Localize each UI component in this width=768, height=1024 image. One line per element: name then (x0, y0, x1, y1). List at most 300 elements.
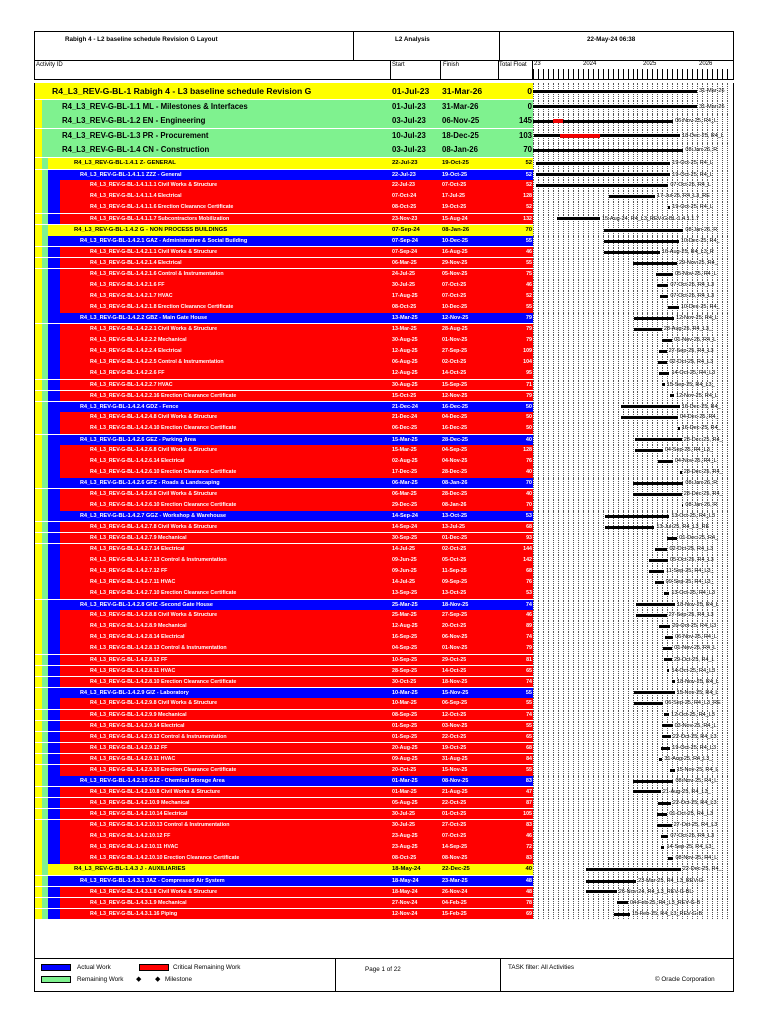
gantt-bar[interactable] (657, 284, 668, 287)
month-gridline (618, 280, 620, 291)
table-row[interactable] (34, 313, 734, 323)
gantt-bar[interactable] (604, 229, 684, 232)
table-row[interactable] (34, 842, 734, 853)
gantt-bar[interactable] (668, 206, 670, 209)
col-start[interactable]: Start (392, 62, 405, 68)
gantt-bar-label: 19-Oct-25, R4_L (672, 171, 713, 178)
gantt-bar[interactable] (672, 680, 675, 683)
table-row[interactable] (34, 765, 734, 776)
month-gridline (553, 787, 555, 798)
gantt-bar[interactable] (536, 162, 670, 165)
table-row[interactable] (34, 269, 734, 280)
table-row[interactable] (34, 247, 734, 258)
finish-date: 07-Oct-25 (442, 293, 467, 300)
month-gridline (647, 467, 649, 478)
gantt-cell (533, 743, 734, 754)
month-gridline (553, 698, 555, 709)
table-row[interactable] (34, 143, 734, 157)
table-row[interactable] (34, 632, 734, 643)
month-gridline (548, 402, 550, 412)
month-gridline (533, 391, 535, 402)
month-gridline (642, 357, 644, 368)
gantt-bar[interactable] (634, 702, 663, 705)
month-gridline (722, 588, 724, 599)
finish-date: 29-Oct-25 (442, 656, 467, 663)
month-gridline (717, 158, 719, 169)
month-gridline (553, 643, 555, 654)
gantt-bar[interactable] (557, 217, 600, 220)
month-gridline (593, 643, 595, 654)
table-row[interactable] (34, 721, 734, 732)
month-gridline (588, 280, 590, 291)
gantt-bar[interactable] (586, 890, 617, 893)
gantt-bar-label: 29-Oct-25, R4_L (673, 656, 715, 663)
month-gridline (702, 898, 704, 909)
month-gridline (657, 302, 659, 313)
gantt-bar[interactable] (668, 857, 673, 860)
gantt-cell (533, 324, 734, 335)
month-gridline (538, 489, 540, 500)
month-gridline (568, 467, 570, 478)
table-row[interactable] (34, 909, 734, 920)
gantt-bar[interactable] (662, 735, 670, 738)
gantt-cell (533, 225, 734, 236)
gantt-bar[interactable] (633, 493, 681, 496)
gantt-bar[interactable] (658, 361, 667, 364)
month-gridline (722, 456, 724, 467)
table-row[interactable] (34, 324, 734, 335)
table-row[interactable] (34, 732, 734, 743)
gantt-bar[interactable] (534, 134, 680, 137)
month-gridline (618, 809, 620, 820)
gantt-bar[interactable] (636, 614, 666, 617)
month-gridline (553, 765, 555, 776)
gantt-bar[interactable] (659, 758, 663, 761)
table-row[interactable] (34, 412, 734, 423)
month-gridline (533, 357, 535, 368)
month-gridline (608, 732, 610, 743)
month-gridline (548, 324, 550, 335)
table-row[interactable] (34, 898, 734, 909)
gantt-bar[interactable] (634, 317, 674, 320)
gantt-bar[interactable] (660, 295, 668, 298)
gantt-bar[interactable] (657, 824, 671, 827)
table-row[interactable] (34, 511, 734, 521)
gantt-bar[interactable] (634, 691, 675, 694)
gantt-bar[interactable] (633, 262, 677, 265)
month-gridline (717, 357, 719, 368)
start-date: 17-Aug-25 (392, 293, 418, 300)
month-gridline (538, 402, 540, 412)
gantt-bar[interactable] (605, 526, 655, 529)
month-gridline (593, 467, 595, 478)
finish-date: 27-Sep-25 (442, 348, 468, 355)
total-float: 79 (526, 337, 532, 344)
month-gridline (563, 478, 565, 488)
table-row[interactable] (34, 743, 734, 754)
month-gridline (613, 435, 615, 445)
total-float: 103 (518, 130, 532, 140)
total-float: 46 (526, 282, 532, 289)
hierarchy-band (34, 555, 42, 566)
month-gridline (608, 698, 610, 709)
month-gridline (593, 600, 595, 610)
critical-bar[interactable] (553, 119, 563, 123)
month-gridline (657, 588, 659, 599)
gantt-bar[interactable] (663, 647, 672, 650)
table-row[interactable] (34, 887, 734, 898)
month-gridline (563, 236, 565, 246)
month-gridline (722, 214, 724, 225)
gantt-bar[interactable] (636, 603, 675, 606)
gantt-bar[interactable] (633, 780, 674, 783)
month-gridline (722, 864, 724, 875)
table-row[interactable] (34, 610, 734, 621)
month-gridline (593, 677, 595, 688)
hierarchy-band (34, 143, 42, 157)
month-gridline (623, 632, 625, 643)
month-gridline (583, 798, 585, 809)
hierarchy-band (48, 170, 60, 180)
table-row[interactable] (34, 225, 734, 236)
month-gridline (543, 566, 545, 577)
hierarchy-band (48, 247, 60, 258)
month-gridline (637, 809, 639, 820)
hierarchy-band (60, 732, 68, 743)
gantt-bar[interactable] (609, 195, 655, 198)
gantt-bar[interactable] (665, 636, 673, 639)
table-row[interactable] (34, 831, 734, 842)
month-gridline (593, 522, 595, 533)
table-row[interactable] (34, 809, 734, 820)
table-row[interactable] (34, 114, 734, 128)
month-gridline (727, 511, 729, 521)
month-gridline (573, 577, 575, 588)
month-gridline (657, 533, 659, 544)
total-float: 55 (526, 722, 532, 729)
gantt-bar[interactable] (680, 471, 682, 474)
month-gridline (573, 787, 575, 798)
month-gridline (637, 577, 639, 588)
table-row[interactable] (34, 423, 734, 434)
month-gridline (608, 688, 610, 698)
month-gridline (598, 423, 600, 434)
table-row[interactable] (34, 214, 734, 225)
month-gridline (533, 887, 535, 898)
month-gridline (533, 522, 535, 533)
month-gridline (538, 191, 540, 202)
table-row[interactable] (34, 380, 734, 391)
gantt-bar[interactable] (649, 559, 668, 562)
month-gridline (712, 754, 714, 765)
year-label: 2024 (583, 61, 597, 67)
month-gridline (543, 577, 545, 588)
month-gridline (637, 391, 639, 402)
activity-name: R4_L3_REV-G-BL-1.4.2.8.11 HVAC (90, 667, 176, 674)
table-row[interactable] (34, 236, 734, 246)
gantt-bar[interactable] (604, 251, 660, 254)
table-row[interactable] (34, 621, 734, 632)
critical-bar[interactable] (560, 134, 600, 138)
gantt-bar[interactable] (682, 504, 683, 507)
hierarchy-band (34, 853, 42, 864)
month-gridline (628, 391, 630, 402)
month-gridline (538, 842, 540, 853)
month-gridline (717, 335, 719, 346)
table-row[interactable] (34, 357, 734, 368)
month-gridline (647, 643, 649, 654)
gantt-bar[interactable] (658, 802, 671, 805)
table-row[interactable] (34, 754, 734, 765)
gantt-bar[interactable] (604, 240, 679, 243)
month-gridline (633, 533, 635, 544)
month-gridline (618, 842, 620, 853)
gantt-bar[interactable] (659, 625, 670, 628)
table-row[interactable] (34, 258, 734, 269)
total-float: 79 (526, 392, 532, 399)
gantt-bar[interactable] (605, 515, 670, 518)
table-row[interactable] (34, 864, 734, 875)
gantt-bar[interactable] (633, 790, 661, 793)
gantt-bar[interactable] (621, 416, 678, 419)
gantt-bar[interactable] (617, 901, 628, 904)
table-row[interactable] (34, 467, 734, 478)
table-row[interactable] (34, 489, 734, 500)
month-gridline (583, 721, 585, 732)
month-gridline (568, 809, 570, 820)
table-row[interactable] (34, 522, 734, 533)
month-gridline (598, 898, 600, 909)
month-gridline (588, 721, 590, 732)
hierarchy-band (34, 456, 42, 467)
month-gridline (573, 853, 575, 864)
hierarchy-band (48, 412, 60, 423)
table-row[interactable] (34, 655, 734, 666)
table-row[interactable] (34, 158, 734, 169)
gantt-bar[interactable] (667, 669, 670, 672)
table-row[interactable] (34, 776, 734, 786)
table-row[interactable] (34, 280, 734, 291)
gantt-bar[interactable] (661, 846, 664, 849)
month-gridline (583, 831, 585, 842)
gantt-bar[interactable] (670, 394, 674, 397)
table-row[interactable] (34, 291, 734, 302)
month-gridline (727, 478, 729, 488)
gantt-cell (533, 191, 734, 202)
table-row[interactable] (34, 677, 734, 688)
month-gridline (563, 853, 565, 864)
gantt-bar[interactable] (659, 372, 669, 375)
gantt-bar[interactable] (621, 405, 680, 408)
table-row[interactable] (34, 435, 734, 445)
gantt-bar[interactable] (634, 328, 661, 331)
gantt-bar[interactable] (668, 306, 678, 309)
gantt-bar[interactable] (657, 813, 667, 816)
table-row[interactable] (34, 876, 734, 886)
month-gridline (573, 610, 575, 621)
hierarchy-band (34, 643, 42, 654)
month-gridline (573, 313, 575, 323)
col-finish[interactable]: Finish (443, 62, 460, 68)
gantt-bar[interactable] (649, 570, 664, 573)
table-row[interactable] (34, 688, 734, 698)
gantt-bar[interactable] (586, 868, 681, 871)
table-row[interactable] (34, 588, 734, 599)
month-gridline (558, 511, 560, 521)
gantt-bar[interactable] (635, 449, 663, 452)
table-row[interactable] (34, 787, 734, 798)
gantt-cell (533, 158, 734, 169)
month-gridline (598, 610, 600, 621)
table-row[interactable] (34, 666, 734, 677)
gantt-bar[interactable] (655, 581, 664, 584)
month-gridline (633, 555, 635, 566)
month-gridline (613, 391, 615, 402)
gantt-bar[interactable] (661, 835, 668, 838)
month-gridline (603, 566, 605, 577)
gantt-bar[interactable] (533, 105, 697, 108)
table-row[interactable] (34, 710, 734, 721)
gantt-bar[interactable] (536, 184, 668, 187)
month-gridline (652, 655, 654, 666)
gantt-bar[interactable] (667, 537, 677, 540)
gantt-bar[interactable] (662, 383, 664, 386)
table-row[interactable] (34, 170, 734, 180)
total-float: 50 (525, 403, 532, 410)
gantt-bar[interactable] (662, 339, 672, 342)
gantt-bar-label: 27-Oct-25, R4_L3 (673, 822, 718, 828)
table-row[interactable] (34, 391, 734, 402)
month-gridline (548, 412, 550, 423)
finish-date: 06-Sep-25 (442, 700, 468, 707)
gantt-bar[interactable] (635, 438, 682, 441)
month-gridline (637, 368, 639, 379)
table-row[interactable] (34, 698, 734, 709)
table-row[interactable] (34, 180, 734, 191)
month-gridline (583, 435, 585, 445)
hierarchy-band (60, 391, 68, 402)
table-row[interactable] (34, 643, 734, 654)
table-row[interactable] (34, 456, 734, 467)
gantt-bar[interactable] (661, 747, 671, 750)
month-gridline (588, 357, 590, 368)
month-gridline (593, 698, 595, 709)
table-row[interactable] (34, 346, 734, 357)
gantt-bar[interactable] (536, 173, 670, 176)
total-float: 144 (523, 546, 532, 552)
month-gridline (598, 478, 600, 488)
month-gridline (583, 380, 585, 391)
gantt-bar[interactable] (664, 592, 669, 595)
gantt-bar[interactable] (678, 427, 680, 430)
table-row[interactable] (34, 335, 734, 346)
gantt-bar[interactable] (658, 460, 673, 463)
month-gridline (568, 909, 570, 920)
month-gridline (533, 776, 535, 786)
gantt-bar[interactable] (656, 273, 673, 276)
month-gridline (647, 368, 649, 379)
month-gridline (642, 842, 644, 853)
month-gridline (578, 380, 580, 391)
gantt-bar[interactable] (659, 350, 666, 353)
table-row[interactable] (34, 368, 734, 379)
table-row[interactable] (34, 478, 734, 488)
gantt-bar[interactable] (662, 724, 672, 727)
month-gridline (553, 214, 555, 225)
col-total-float[interactable]: Total Float (499, 62, 527, 68)
table-row[interactable] (34, 533, 734, 544)
month-gridline (657, 831, 659, 842)
table-row[interactable] (34, 600, 734, 610)
month-gridline (628, 577, 630, 588)
month-gridline (593, 655, 595, 666)
month-gridline (727, 544, 729, 555)
gantt-bar[interactable] (670, 769, 674, 772)
month-gridline (712, 876, 714, 886)
month-gridline (578, 721, 580, 732)
gantt-bar[interactable] (633, 482, 683, 485)
table-row[interactable] (34, 445, 734, 456)
table-row[interactable] (34, 555, 734, 566)
gantt-bar[interactable] (664, 658, 672, 661)
hierarchy-band (60, 489, 68, 500)
month-gridline (593, 688, 595, 698)
hierarchy-band (34, 688, 42, 698)
total-float: 109 (523, 348, 532, 355)
table-row[interactable] (34, 100, 734, 114)
table-row[interactable] (34, 500, 734, 511)
table-row[interactable] (34, 798, 734, 809)
table-row[interactable] (34, 544, 734, 555)
month-gridline (538, 732, 540, 743)
gantt-bar[interactable] (533, 149, 683, 152)
table-row[interactable] (34, 566, 734, 577)
month-gridline (618, 632, 620, 643)
gantt-bar-label: 22-Dec-25, R4_ (682, 866, 722, 873)
col-activity-id[interactable]: Activity ID (36, 62, 63, 68)
table-row[interactable] (34, 577, 734, 588)
month-gridline (618, 467, 620, 478)
month-gridline (538, 467, 540, 478)
gantt-bar[interactable] (655, 548, 668, 551)
table-row[interactable] (34, 83, 734, 99)
month-gridline (727, 100, 729, 114)
hierarchy-band (48, 280, 60, 291)
table-row[interactable] (34, 191, 734, 202)
start-date: 21-Dec-24 (392, 414, 418, 421)
table-row[interactable] (34, 853, 734, 864)
month-gridline (722, 533, 724, 544)
table-row[interactable] (34, 129, 734, 143)
month-gridline (727, 357, 729, 368)
month-gridline (583, 555, 585, 566)
gantt-bar[interactable] (664, 713, 670, 716)
gantt-bar[interactable] (614, 913, 629, 916)
gantt-bar[interactable] (586, 880, 637, 883)
table-row[interactable] (34, 202, 734, 213)
month-gridline (553, 435, 555, 445)
month-gridline (553, 577, 555, 588)
gantt-bar-label: 28-Dec-25, R4_ (683, 491, 723, 497)
gantt-bar[interactable] (533, 90, 697, 93)
month-gridline (558, 269, 560, 280)
month-gridline (727, 380, 729, 391)
table-row[interactable] (34, 302, 734, 313)
table-row[interactable] (34, 402, 734, 412)
gantt-bar-label: 10-Dec-25, R4_ (680, 238, 720, 245)
month-gridline (568, 423, 570, 434)
table-row[interactable] (34, 820, 734, 831)
